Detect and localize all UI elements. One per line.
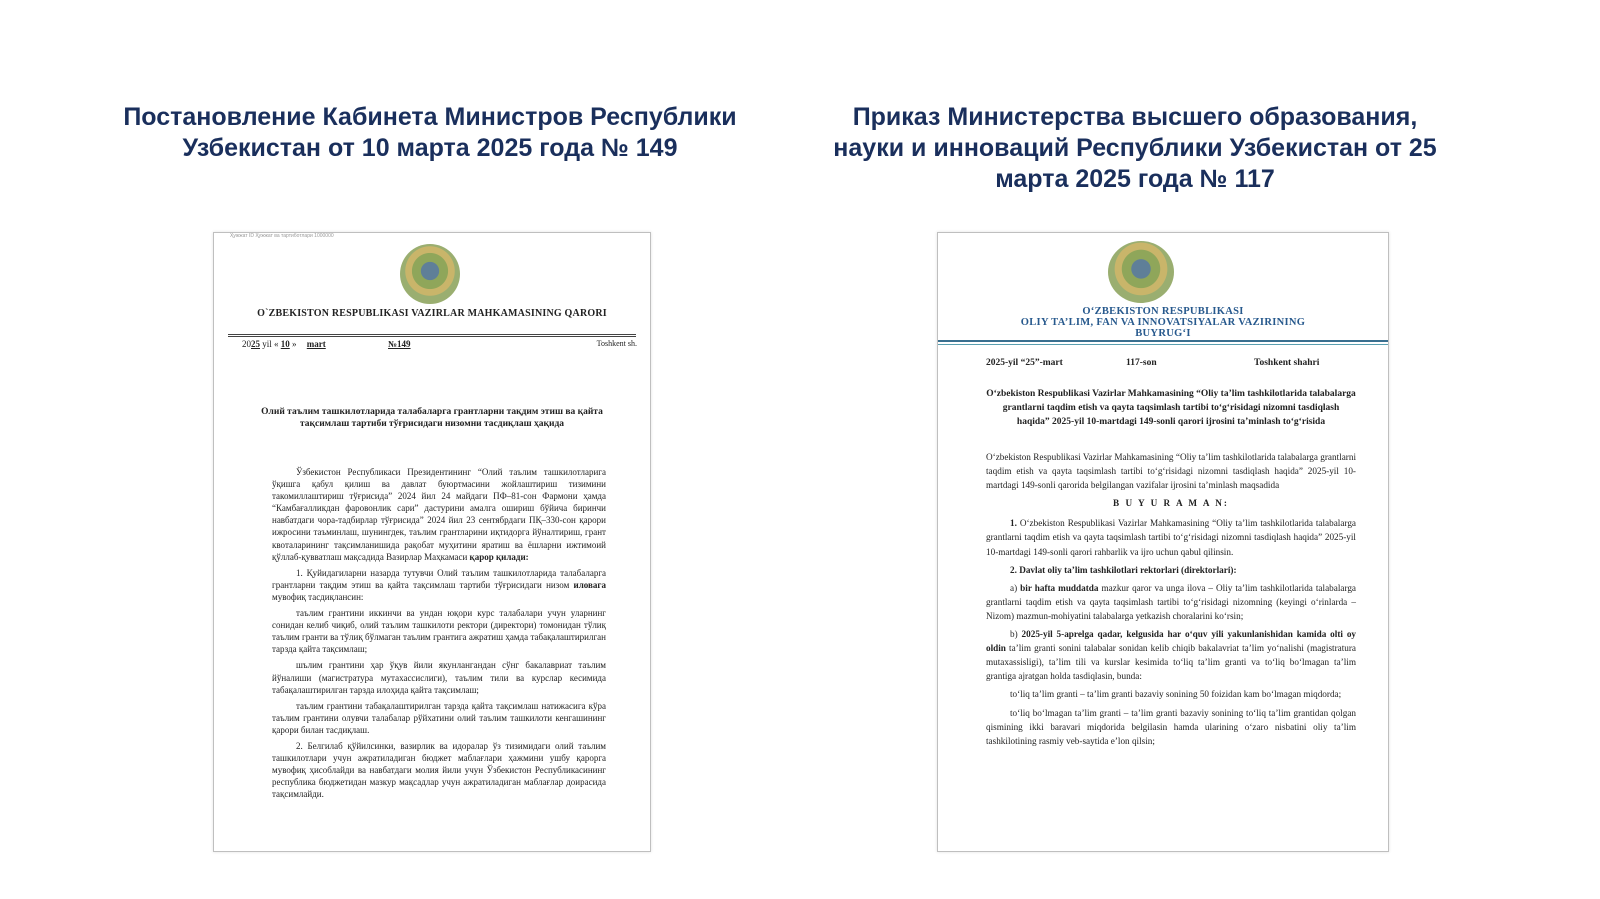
body-paragraph: to‘liq ta’lim granti – ta’lim granti bazaviy sonining 50 foizidan kam bo‘lmagan miqdorda; <box>1010 689 1342 700</box>
body-paragraph: 2. Davlat oliy ta’lim tashkilotlari rektorlari (direktorlari): <box>1010 564 1237 575</box>
body-paragraph: 2. Белгилаб қўйилсинки, вазирлик ва идоралар ўз тизимидаги олий таълим ташкилотлари учун ажратиладиган бюджет маблағлари ҳажмини ушбу қарорга мувофиқ ҳисоблайди ва навбатдаги молия йили учун Ўзбекистон Республикасининг республика бюджетидан мазкур мақсадлар учун ажратиладиган маблағлар доирасида тақсимлайди. <box>272 740 606 800</box>
document-stamp: Ҳужжат ID Ҳужжат ва тартиботлари 1000000 <box>230 233 334 239</box>
header-divider-thin <box>938 344 1388 345</box>
body-paragraph: to‘liq bo‘lmagan ta’lim granti – ta’lim granti bazaviy sonining to‘liq ta’lim grantidan qolgan qismining ikki baravari miqdorida belgilasin hamda ularining o‘zaro nisbatini oliy ta’lim tashkilotining rasmiy veb-saytida e’lon qilsin; <box>986 707 1356 746</box>
body-paragraph: Ўзбекистон Республикаси Президентининг “Олий таълим ташкилотларига ўқишга қабул қилиш ва давлат буюртмасини жойлаштириш тизимини такомиллаштириш тўғрисида” 2024 йил 24 майдаги ПФ–81-сон Фармони ҳамда “Камбағалликдан фаровонлик сари” дастурини амалга ошириш бўйича биринчи навбатдаги чора-тадбирлар тўғрисида” 2024 йил 23 сентябрдаги ПҚ–330-сон қарори ижросини таъминлаш, шунингдек, таълим грантларини иқтидорга йўналтириш, грант квоталарининг тақсимланишида рақобат муҳитини яратиш ва ёшларни ижтимоий қўллаб-қувватлаш мақсадида Вазирлар Маҳкамаси қарор қилади: <box>272 467 606 562</box>
right-document-page <box>937 232 1389 852</box>
date-prefix: 20 <box>242 339 251 349</box>
date-yil: yil « <box>262 339 279 349</box>
left-document-page <box>213 232 651 852</box>
right-document-heading: Приказ Министерства высшего образования, науки и инноваций Республики Узбекистан от 25 марта 2025 года № 117 <box>833 103 1437 193</box>
header-divider <box>938 340 1388 342</box>
state-emblem-icon <box>1108 241 1174 303</box>
bold-phrase: қарор қилади: <box>469 551 529 562</box>
body-paragraph: шълим грантини ҳар ўқув йили якунлангандан сўнг бакалавриат таълим йўналиши (магистратура мутахассислиги), таълим тили ва курслар кесимида табақалаштирилган тарзда илоҳида қайта тақсимлаш; <box>272 660 606 695</box>
body-paragraph: O‘zbekiston Respublikasi Vazirlar Mahkamasining “Oliy ta’lim tashkilotlarida talabalarga grantlarni taqdim etish va qayta taqsimlash tartibi to‘g‘risidagi nizomni tasdiqlash haqida” 2025-yil 10-martdagi 149-sonli qarorida belgilangan vazifalar ijrosini ta’minlash maqsadida <box>986 452 1356 491</box>
document-number: №149 <box>388 339 411 349</box>
body-paragraph: таълим грантини иккинчи ва ундан юқори курс талабалари учун уларнинг сонидан келиб чиқиб, олий таълим ташкилоти ректори (директори) томонидан тўлиқ таълим гранти ва тўлиқ бўлмаган таълим грантига ажратиш ҳамда табақалаштирилган тарзда қайта тақсимлаш; <box>272 608 606 655</box>
document-number: 117-son <box>1126 358 1157 368</box>
document-body <box>986 450 1356 752</box>
body-paragraph: 1. Қуйидагиларни назарда тутувчи Олий таълим ташкилотларида талабаларга грантларни тақдим этиш ва қайта тақсимлаш тартиби тўғрисидаги низом иловага мувофиқ тасдиқлансин: <box>272 567 607 602</box>
document-body <box>272 466 606 804</box>
document-date-line <box>242 339 637 349</box>
date-month: mart <box>306 339 326 349</box>
bold-phrase: 2025-yil 5-aprelga qadar, kelgusida har o‘quv yili yakunlanishidan kamida olti oy oldin <box>986 629 1357 654</box>
date-close: » <box>292 339 297 349</box>
document-city: Toshkent sh. <box>596 339 637 348</box>
document-issuer-header <box>938 306 1388 339</box>
document-date: 2025-yil “25”-mart <box>986 358 1063 368</box>
order-word: B U Y U R A M A N: <box>1113 498 1229 509</box>
document-title: O‘zbekiston Respublikasi Vazirlar Mahkamasining “Oliy ta’lim tashkilotlarida talabalarga grantlarni taqdim etish va qayta taqsimlash tartibi to‘g‘risidagi nizomni tasdiqlash haqida” 2025-yil 10-martdagi 149-sonli qarori ijrosini ta’minlash to‘g‘risida <box>986 389 1356 427</box>
left-document-heading: Постановление Кабинета Министров Республики Узбекистан от 10 марта 2025 года № 149 <box>123 103 737 162</box>
date-day: 10 <box>280 339 290 349</box>
header-line-3: BUYRUG‘I <box>1135 328 1191 339</box>
bold-phrase: bir hafta muddatda <box>1020 582 1099 593</box>
header-divider <box>228 334 636 337</box>
header-line-1: O‘ZBEKISTON RESPUBLIKASI <box>1082 306 1244 317</box>
document-title: Олий таълим ташкилотларида талабаларга грантларни тақдим этиш ва қайта тақсимлаш тартиби тўғрисидаги низомни тасдиқлаш ҳақида <box>261 407 603 429</box>
header-line-2: OLIY TA’LIM, FAN VA INNOVATSIYALAR VAZIRINING <box>1020 317 1306 328</box>
document-city: Toshkent shahri <box>1254 358 1320 368</box>
body-paragraph: 1. O‘zbekiston Respublikasi Vazirlar Mahkamasining “Oliy ta’lim tashkilotlarida talabalarga grantlarni taqdim etish va qayta taqsimlash tartibi to‘g‘risidagi nizomni tasdiqlash haqida” 2025-yil 10-martdagi 149-sonli qarori rahbarlik va ijro uchun qabul qilinsin. <box>986 518 1356 557</box>
document-issuer-header: O`ZBEKISTON RESPUBLIKASI VAZIRLAR MAHKAMASINING QARORI <box>257 308 607 319</box>
body-paragraph: таълим грантини табақалаштирилган тарзда қайта тақсимлаш натижасига кўра таълим грантини олувчи талабалар рўйхатини олий таълим ташкилоти кенгашининг қарори билан тасдиқлаш. <box>272 700 606 735</box>
bold-phrase: иловага <box>573 579 607 590</box>
state-emblem-icon <box>400 244 460 304</box>
date-year: 25 <box>251 339 260 349</box>
body-paragraph: a) bir hafta muddatda mazkur qaror va unga ilova – Oliy ta’lim tashkilotlarida talabalarga grantlarni taqdim etish va qayta taqsimlash tartibi to‘g‘risidagi nizomning (keyingi o‘rinlarda – Nizom) mazmun-mohiyatini talabalarga yetkazish choralarini ko‘rsin; <box>986 582 1357 621</box>
body-paragraph: b) 2025-yil 5-aprelga qadar, kelgusida har o‘quv yili yakunlanishidan kamida olti oy oldin ta’lim granti sonini talabalar sonidan kelib chiqib bakalavriat ta’lim yo‘nalishi (magistratura mutaxassisligi), ta’lim tili va kurslar kesimida to‘liq ta’lim granti va to‘liq bo‘lmagan ta’lim grantiga ajratgan holda tasdiqlasin, bunda: <box>986 629 1357 682</box>
